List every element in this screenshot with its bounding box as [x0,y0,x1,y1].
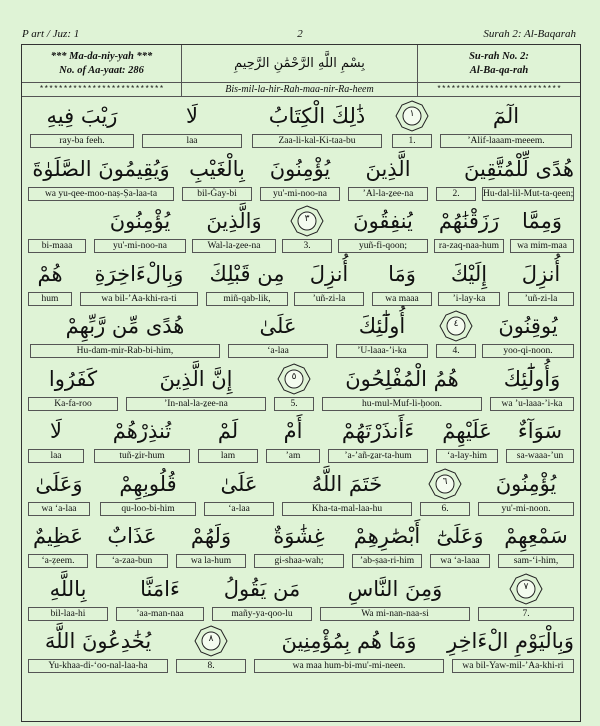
arabic-word: مِن قَبْلِكَ [209,261,285,286]
arabic-word: بِالْغَيْبِ [189,156,245,181]
arabic-word: يُنفِقُونَ [353,209,413,233]
arabic-word: أُنزِلَ [521,261,561,286]
arabic-word: وَمِنَ النَّاسِ [347,576,443,601]
arabic-word: ءَامَنَّا [140,576,180,601]
transliteration: yu'-mi-noo-na [260,187,340,201]
arabic-word: يُوقِنُونَ [498,314,558,338]
transliteration: ʼab-ṣaa-ri-him [352,554,422,568]
ayah-marker-number: ٣ [304,214,310,224]
transliteration: ʼAlif-laaam-meeem. [440,134,572,148]
arabic-word: سَوَآءٌ [517,419,563,443]
transliteration: ʼU-laaa-ʼi-ka [336,344,428,358]
transliteration: wa yu-qee-moo-naṣ-Ṣa-laa-ta [28,187,174,201]
arabic-word: الٓمٓ [492,104,520,128]
transliteration: yu'-mi-noo-na [94,239,186,253]
ayah-marker-number: ٧ [523,581,529,592]
verse-row [22,466,580,519]
transliteration: wa bil-Yaw-mil-ʼAa-khi-ri [452,659,574,673]
transliteration: bil-laa-hi [28,607,108,621]
transliteration: ʼaa-man-naa [116,607,204,621]
verse-row [22,361,580,414]
transliteration: ʻa-lay-him [436,449,498,463]
transliteration: 8. [176,659,246,673]
transliteration: wa ʻa-laaa [430,554,490,568]
arabic-word: وَيُقِيمُونَ الصَّلَوٰةَ [32,156,170,181]
transliteration: Yu-khaa-di-ʻoo-nal-laa-ha [28,659,168,673]
arabic-word: أَبْصَٰرِهِمْ [353,524,421,548]
transliteration: gi-shaa-wah; [254,554,344,568]
arabic-word: هُدًى لِّلْمُتَّقِينَ [464,156,574,181]
transliteration: 1. [392,134,432,148]
arabic-word: خَتَمَ اللَّهُ [311,471,383,496]
transliteration: yuñ-fi-qoon; [338,239,428,253]
part-label: P art / Juz: 1 [22,28,80,40]
arabic-word: أَمْ [283,419,303,443]
arabic-word: كَفَرُوا [48,366,98,391]
transliteration: tuñ-ẕir-hum [94,449,190,463]
arabic-word: وَمِمَّا [522,209,562,233]
arabic-word: وَأُولَٰٓئِكَ [503,366,561,391]
transliteration: Wa mi-nan-naa-si [320,607,470,621]
transliteration: wa maa hum-bi-mu'-mi-neen. [254,659,444,673]
transliteration: ʻa-laa [204,502,274,516]
surah-number-cell [418,45,580,83]
transliteration: ʼIn-nal-la-ẕee-na [126,397,266,411]
transliteration: yoo-qi-noon. [482,344,574,358]
surah-name: Al-Ba-qa-rah [469,65,529,76]
transliteration: bi-maaa [28,239,86,253]
ayah-marker-number: ٥ [291,371,297,382]
verse-row [22,571,580,624]
ayah-end-marker-icon [194,625,228,657]
arabic-word: وَمَا [388,261,416,286]
arabic-word: وَلَهُمْ [190,524,232,548]
arabic-word: غِشَٰوَةٌ [273,524,325,548]
revelation-info [22,45,182,83]
ayah-end-marker-icon [395,100,429,132]
arabic-word: مَن يَقُولُ [223,576,301,601]
verse-row [22,623,580,676]
bismillah-cell [182,45,418,83]
transliteration: wa mim-maa [510,239,574,253]
transliteration: 5. [274,397,314,411]
transliteration: hum [28,292,72,306]
transliteration: qu-loo-bi-him [100,502,196,516]
transliteration: Wal-la-ẕee-na [192,239,276,253]
page-frame [21,44,581,722]
transliteration: miñ-qab-lik, [206,292,288,306]
arabic-word: لَا [50,419,62,443]
transliteration: laa [142,134,242,148]
stars-left: ************************** [22,83,182,97]
transliteration: wa ʼu-laaa-ʼi-ka [490,397,574,411]
bismillah-transliteration: Bis-mil-la-hir-Rah-maa-nir-Ra-heem [182,83,418,97]
transliteration: ray-ba feeh. [30,134,134,148]
transliteration: ʼuñ-zi-la [294,292,364,306]
transliteration: Hu-dam-mir-Rab-bi-him, [30,344,220,358]
arabic-word: وَمَا هُم بِمُؤْمِنِينَ [281,629,417,653]
verse-row [22,203,580,256]
arabic-word: وَعَلَىٰ [35,471,83,496]
arabic-word: وَبِالْءَاخِرَةِ [94,261,184,286]
verse-row [22,308,580,361]
arabic-word: عَلَيْهِمْ [442,419,492,443]
page-header [0,0,600,40]
ayah-end-marker-icon [428,468,462,500]
transliteration: mañy-ya-qoo-lu [212,607,312,621]
arabic-word: يُؤْمِنُونَ [495,471,557,496]
arabic-word: رَزَقْنَٰهُمْ [438,209,500,233]
arabic-word: هُمْ [37,261,63,286]
transliteration: 7. [478,607,574,621]
arabic-word: يُؤْمِنُونَ [269,156,331,181]
arabic-word: لَمْ [217,419,239,443]
transliteration: ʼuñ-zi-la [508,292,574,306]
transliteration: 4. [436,344,476,358]
arabic-word: وَعَلَىٰٓ [436,524,484,548]
transliteration: ʼAl-la-ẕee-na [348,187,428,201]
transliteration: bil-Ġay-bi [182,187,252,201]
surah-label: Surah 2: Al-Baqarah [483,28,576,40]
arabic-word: عَذَابٌ [107,524,157,548]
arabic-word: ءَأَنذَرْتَهُمْ [341,419,415,443]
arabic-word: يُؤْمِنُونَ [109,209,171,233]
verse-row [22,98,580,151]
arabic-word: إِلَيْكَ [450,261,488,286]
ayah-marker-number: ١ [409,109,415,119]
bismillah-arabic: بِسْمِ اللَّهِ الرَّحْمَٰنِ الرَّحِيمِ [234,56,365,71]
arabic-word: عَلَىٰ [220,471,258,496]
transliteration: Ka-fa-roo [28,397,118,411]
arabic-word: لَا [186,104,198,128]
arabic-word: وَبِالْيَوْمِ الْءَاخِرِ [446,629,574,653]
transliteration: ra-zaq-naa-hum [434,239,504,253]
ayah-end-marker-icon [290,205,324,237]
transliteration: ʻa-ẓeem. [28,554,88,568]
arabic-word: وَالَّذِينَ [206,209,262,233]
verse-row [22,151,580,204]
arabic-word: عَلَىٰ [259,314,297,338]
transliteration: lam [198,449,258,463]
transliteration: wa maaa [372,292,432,306]
transliteration: Zaa-li-kal-Ki-taa-bu [252,134,382,148]
ayah-marker-number: ٨ [208,634,214,644]
ayah-end-marker-icon [439,310,473,342]
transliteration: Kha-ta-mal-laa-hu [282,502,412,516]
transliteration: sam-ʻi-him, [498,554,574,568]
transliteration: ʼam [266,449,320,463]
transliteration: wa bil-ʼAa-khi-ra-ti [80,292,198,306]
verse-row [22,413,580,466]
ayah-marker-number: ٤ [453,319,459,329]
transliteration: 6. [420,502,470,516]
ayah-end-marker-icon [509,573,543,605]
transliteration: hu-mul-Muf-li-ḥoon. [322,397,482,411]
surah-info-header [22,45,580,83]
ayaat-count: No. of Aa-yaat: 286 [59,65,144,76]
arabic-word: عَظِيمٌ [32,524,84,548]
transliteration: wa la-hum [176,554,246,568]
verse-row [22,518,580,571]
transliteration: ʼi-lay-ka [438,292,500,306]
verse-row [22,256,580,309]
arabic-word: أُنزِلَ [309,261,349,286]
arabic-word: ذَٰلِكَ الْكِتَابُ [268,104,366,128]
arabic-word: أُولَٰٓئِكَ [358,314,406,338]
arabic-word: الَّذِينَ [365,156,411,181]
transliteration: ʼa-ʼañ-ẕar-ta-hum [328,449,428,463]
surah-number: Su-rah No. 2: [469,51,529,62]
arabic-word: يُخَٰدِعُونَ اللَّهَ [44,629,152,653]
ayah-end-marker-icon [277,363,311,395]
arabic-word: تُنذِرْهُمْ [112,419,172,443]
transliteration: 2. [436,187,476,201]
transliteration: Hu-dal-lil-Mut-ta-qeen; [483,188,574,199]
arabic-word: هُمُ الْمُفْلِحُونَ [345,366,459,391]
arabic-word: قُلُوبِهِمْ [119,471,177,496]
stars-right: ************************** [418,83,580,97]
madaniyah-label: *** Ma-da-niy-yah *** [50,51,153,62]
verse-rows [22,98,580,676]
arabic-word: هُدًى مِّن رَّبِّهِمْ [65,314,185,338]
transliteration: wa ʻa-laa [28,502,90,516]
arabic-word: رَيْبَ فِيهِ [46,104,118,128]
transliteration: sa-waaa-ʼun [506,449,574,463]
arabic-word: إِنَّ الَّذِينَ [159,366,233,391]
arabic-word: سَمْعِهِمْ [504,524,568,548]
transliteration: ʻa-zaa-bun [96,554,168,568]
page-number: 2 [297,28,303,40]
arabic-word: بِاللَّهِ [49,576,87,601]
transliteration: 3. [282,239,332,253]
transliteration: laa [28,449,84,463]
ayah-marker-number: ٦ [442,476,448,487]
transliteration: yu'-mi-noon. [478,502,574,516]
transliteration: ʻa-laa [228,344,328,358]
